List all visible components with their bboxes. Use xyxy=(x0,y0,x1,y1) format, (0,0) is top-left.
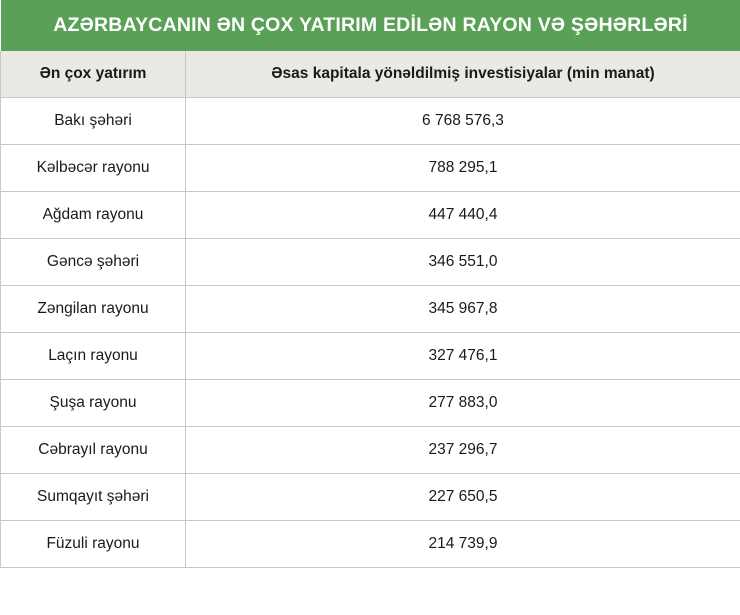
cell-value: 327 476,1 xyxy=(186,333,740,380)
cell-region: Sumqayıt şəhəri xyxy=(1,474,186,521)
table-row xyxy=(1,145,740,192)
table-row xyxy=(1,333,740,380)
cell-region: Laçın rayonu xyxy=(1,333,186,380)
table-row xyxy=(1,380,740,427)
table-row xyxy=(1,427,740,474)
cell-region: Bakı şəhəri xyxy=(1,98,186,145)
cell-value: 447 440,4 xyxy=(186,192,740,239)
table-row xyxy=(1,239,740,286)
table-row xyxy=(1,286,740,333)
table-body xyxy=(1,98,740,568)
cell-value: 227 650,5 xyxy=(186,474,740,521)
cell-value: 214 739,9 xyxy=(186,521,740,568)
cell-value: 237 296,7 xyxy=(186,427,740,474)
cell-value: 277 883,0 xyxy=(186,380,740,427)
table-row xyxy=(1,474,740,521)
page-title: AZƏRBAYCANIN ƏN ÇOX YATIRIM EDİLƏN RAYON VƏ ŞƏHƏRLƏRİ xyxy=(1,0,740,51)
cell-region: Kəlbəcər rayonu xyxy=(1,145,186,192)
column-header-value: Əsas kapitala yönəldilmiş investisiyalar (min manat) xyxy=(186,51,740,98)
cell-region: Gəncə şəhəri xyxy=(1,239,186,286)
cell-value: 788 295,1 xyxy=(186,145,740,192)
cell-region: Cəbrayıl rayonu xyxy=(1,427,186,474)
cell-region: Şuşa rayonu xyxy=(1,380,186,427)
cell-region: Füzuli rayonu xyxy=(1,521,186,568)
cell-value: 346 551,0 xyxy=(186,239,740,286)
table-row xyxy=(1,521,740,568)
table-row xyxy=(1,192,740,239)
table-header-row xyxy=(1,51,740,98)
cell-region: Zəngilan rayonu xyxy=(1,286,186,333)
column-header-region: Ən çox yatırım xyxy=(1,51,186,98)
table-title-row xyxy=(1,0,740,51)
cell-value: 345 967,8 xyxy=(186,286,740,333)
cell-value: 6 768 576,3 xyxy=(186,98,740,145)
table-row xyxy=(1,98,740,145)
cell-region: Ağdam rayonu xyxy=(1,192,186,239)
